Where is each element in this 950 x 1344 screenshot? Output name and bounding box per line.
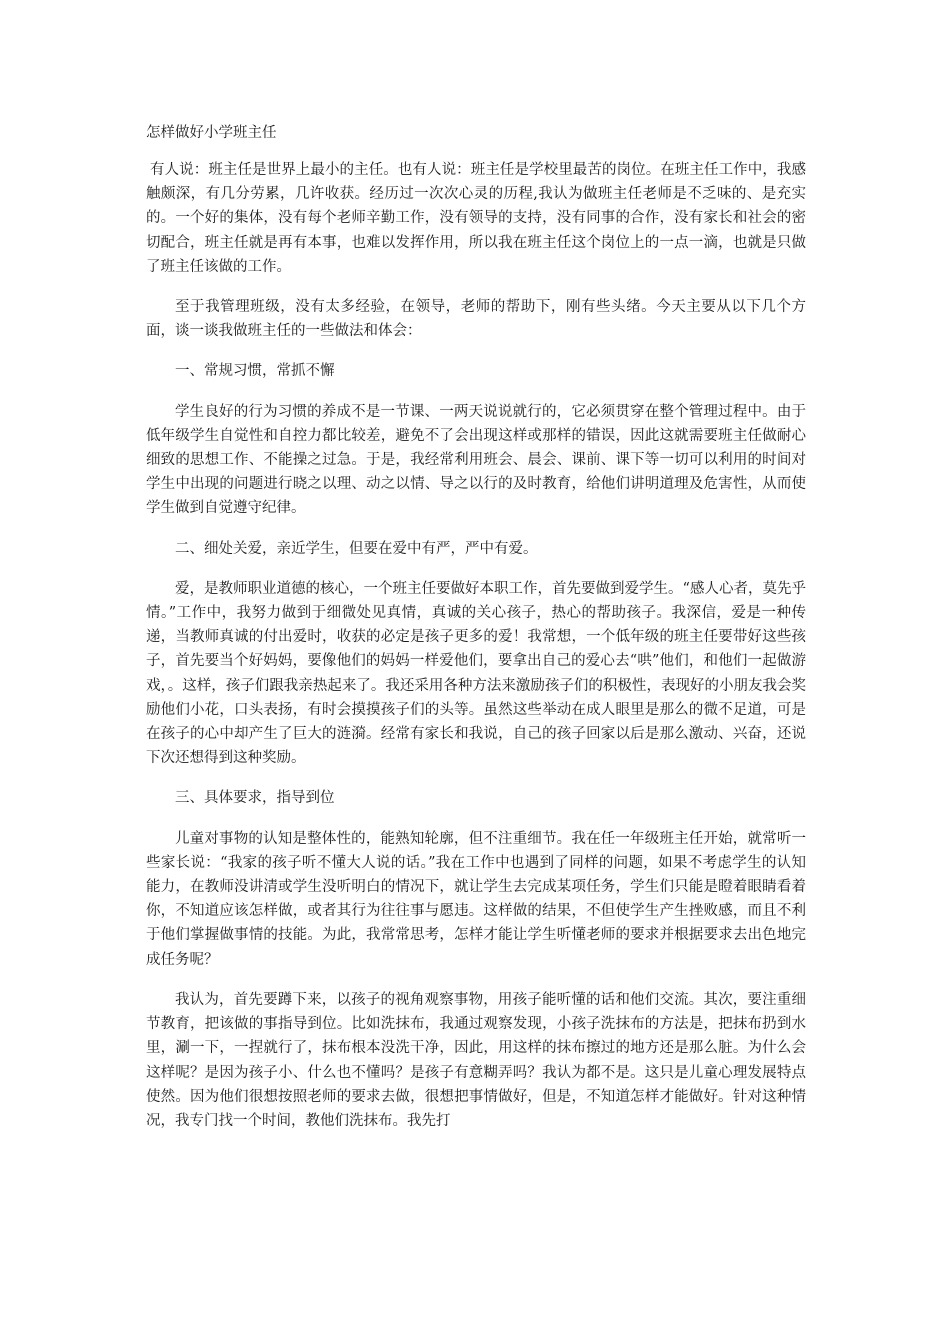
document-body — [146, 158, 806, 1133]
paragraph-5: 儿童对事物的认知是整体性的，能熟知轮廓，但不注重细节。我在任一年级班主任开始，就常听一些家长说：“我家的孩子听不懂大人说的话。”我在工作中也遇到了同样的问题，如果不考虑学生的认知能力，在教师没讲清或学生没听明白的情况下，就让学生去完成某项任务，学生们只能是瞪着眼睛看着你，不知道应该怎样做，或者其行为往往事与愿违。这样做的结果，不但使学生产生挫败感，而且不利于他们掌握做事情的技能。为此，我常常思考，怎样才能让学生听懂老师的要求并根据要求去出色地完成任务呢？ — [146, 830, 806, 968]
document-page — [146, 122, 806, 1149]
paragraph-2: 至于我管理班级，没有太多经验，在领导，老师的帮助下，刚有些头绪。今天主要从以下几个方面，谈一谈我做班主任的一些做法和体会： — [146, 299, 806, 340]
paragraph-3: 学生良好的行为习惯的养成不是一节课、一两天说说就行的，它必须贯穿在整个管理过程中。由于低年级学生自觉性和自控力都比较差，避免不了会出现这样或那样的错误，因此这就需要班主任做耐心细致的思想工作、不能操之过急。于是，我经常利用班会、晨会、课前、课下等一切可以利用的时间对学生中出现的问题进行晓之以理、动之以情、导之以行的及时教育，给他们讲明道理及危害性，从而使学生做到自觉遵守纪律。 — [146, 403, 806, 517]
section-heading-3: 三、具体要求，指导到位 — [175, 790, 335, 807]
section-heading-2: 二、细处关爱，亲近学生，但要在爱中有严，严中有爱。 — [175, 540, 538, 557]
paragraph-1: 有人说：班主任是世界上最小的主任。也有人说：班主任是学校里最苦的岗位。在班主任工作中，我感触颇深，有几分劳累，几许收获。经历过一次次心灵的历程,我认为做班主任老师是不乏味的、是充实的。一个好的集体，没有每个老师辛勤工作，没有领导的支持，没有同事的合作，没有家长和社会的密切配合，班主任就是再有本事，也难以发挥作用，所以我在班主任这个岗位上的一点一滴，也就是只做了班主任该做的工作。 — [146, 162, 806, 275]
paragraph-4: 爱，是教师职业道德的核心，一个班主任要做好本职工作，首先要做到爱学生。“感人心者，莫先乎情。”工作中，我努力做到于细微处见真情，真诚的关心孩子，热心的帮助孩子。我深信，爱是一种传递，当教师真诚的付出爱时，收获的必定是孩子更多的爱！我常想，一个低年级的班主任要带好这些孩子，首先要当个好妈妈，要像他们的妈妈一样爱他们，要拿出自己的爱心去“哄”他们，和他们一起做游戏，。这样，孩子们跟我亲热起来了。我还采用各种方法来激励孩子们的积极性，表现好的小朋友我会奖励他们小花，口头表扬，有时会摸摸孩子们的头等。虽然这些举动在成人眼里是那么的微不足道，可是在孩子的心中却产生了巨大的涟漪。经常有家长和我说，自己的孩子回家以后是那么激动、兴奋，还说下次还想得到这种奖励。 — [146, 580, 806, 767]
section-heading-1: 一、常规习惯，常抓不懈 — [175, 363, 335, 380]
paragraph-6: 我认为，首先要蹲下来，以孩子的视角观察事物，用孩子能听懂的话和他们交流。其次，要注重细节教育，把该做的事指导到位。比如洗抹布，我通过观察发现，小孩子洗抹布的方法是，把抹布扔到水里，涮一下，一捏就行了，抹布根本没洗干净，因此，用这样的抹布擦过的地方还是那么脏。为什么会这样呢？是因为孩子小、什么也不懂吗？是孩子有意糊弄吗？我认为都不是。这只是儿童心理发展特点使然。因为他们很想按照老师的要求去做，很想把事情做好，但是，不知道怎样才能做好。针对这种情况，我专门找一个时间，教他们洗抹布。我先打 — [146, 991, 806, 1129]
document-title: 怎样做好小学班主任 — [146, 125, 277, 141]
